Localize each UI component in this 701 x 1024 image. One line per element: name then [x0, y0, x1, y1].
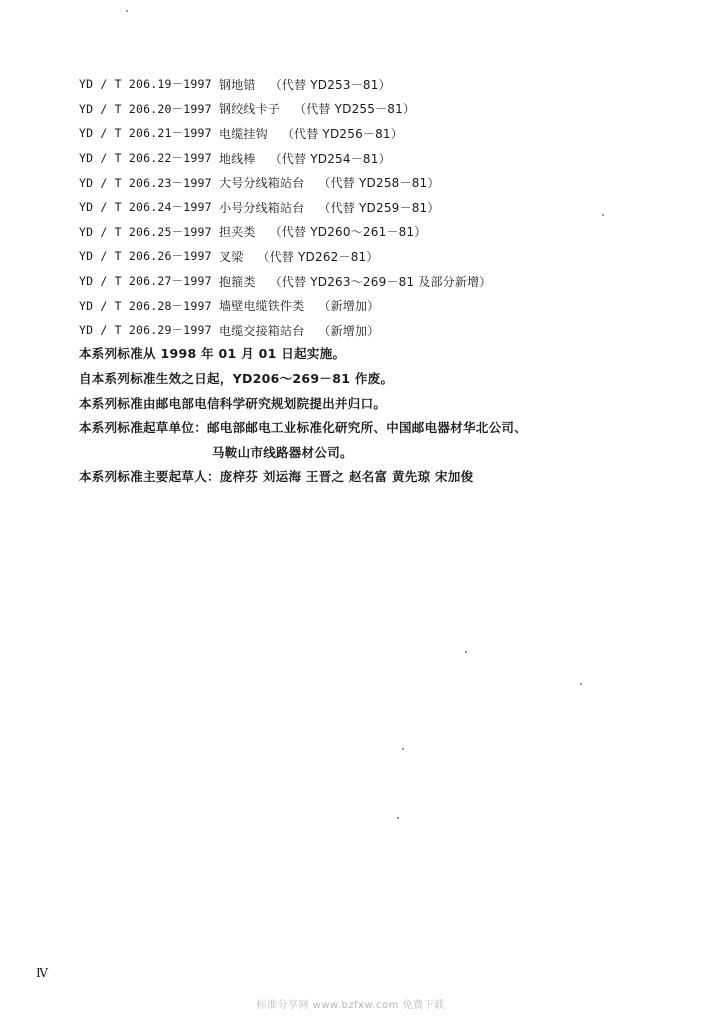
standard-name: 钢绞线卡子: [219, 102, 281, 117]
standard-note: （代替 YD256－81）: [281, 126, 403, 141]
scan-speck: [602, 214, 604, 216]
standard-note: （代替 YD260～261－81）: [269, 225, 427, 240]
standard-code: YD / T 206.22－1997: [79, 151, 212, 166]
standard-row: [79, 269, 492, 294]
standard-note: （代替 YD263～269－81 及部分新增）: [269, 274, 492, 289]
standard-code: YD / T 206.20－1997: [79, 101, 212, 116]
standard-code: YD / T 206.29－1997: [79, 323, 212, 338]
standard-row: [79, 195, 492, 220]
scan-speck: [126, 10, 128, 12]
standard-name: 地线棒: [219, 151, 256, 166]
standard-name: 钢地错: [219, 77, 256, 92]
standard-code: YD / T 206.28－1997: [79, 298, 212, 313]
scan-speck: [402, 748, 404, 750]
standard-note: （代替 YD253－81）: [269, 77, 391, 92]
standard-note: （代替 YD262－81）: [257, 249, 379, 264]
drafters-text: 本系列标准主要起草人：庞梓芬 刘运海 王晋之 赵名富 黄先琼 宋加俊: [79, 469, 474, 484]
standard-name: 大号分线箱站台: [219, 176, 305, 191]
standard-name: 叉梁: [219, 249, 244, 264]
standard-note: （代替 YD255－81）: [294, 102, 416, 117]
standard-row: [79, 121, 492, 146]
standard-code: YD / T 206.25－1997: [79, 224, 212, 239]
standard-name: 电缆交接箱站台: [219, 323, 305, 338]
standard-note: （新增加）: [318, 323, 380, 338]
standard-name: 墙壁电缆铁件类: [219, 299, 305, 314]
standard-row: [79, 318, 492, 343]
scan-speck: [580, 683, 582, 685]
drafting-units-continuation: 马鞍山市线路器材公司。: [212, 445, 353, 460]
standard-name: 电缆挂钩: [219, 126, 268, 141]
scan-speck: [465, 651, 467, 653]
standard-code: YD / T 206.19－1997: [79, 77, 212, 92]
standard-code: YD / T 206.23－1997: [79, 175, 212, 190]
standard-code: YD / T 206.27－1997: [79, 274, 212, 289]
standard-note: （代替 YD259－81）: [318, 200, 440, 215]
effective-date-text: 本系列标准从 1998 年 01 月 01 日起实施。: [79, 346, 346, 361]
page-number: Ⅳ: [36, 966, 48, 980]
standard-name: 担夹类: [219, 225, 256, 240]
standard-row: [79, 97, 492, 122]
standard-code: YD / T 206.21－1997: [79, 126, 212, 141]
standards-list: [79, 72, 492, 343]
scan-speck: [397, 817, 399, 819]
standard-row: [79, 146, 492, 171]
standard-row: [79, 220, 492, 245]
standard-name: 抱箍类: [219, 274, 256, 289]
replacement-text: 自本系列标准生效之日起，YD206～269－81 作废。: [79, 371, 394, 386]
standard-row: [79, 170, 492, 195]
watermark-text: 标准分享网 www.bzfxw.com 免费下载: [256, 1000, 445, 1011]
standard-row: [79, 244, 492, 269]
standard-row: [79, 72, 492, 97]
standard-note: （代替 YD254－81）: [269, 151, 391, 166]
standard-name: 小号分线箱站台: [219, 200, 305, 215]
proposer-text: 本系列标准由邮电部电信科学研究规划院提出并归口。: [79, 396, 387, 411]
drafting-units-text: 本系列标准起草单位：邮电部邮电工业标准化研究所、中国邮电器材华北公司、: [79, 420, 528, 435]
standard-code: YD / T 206.24－1997: [79, 200, 212, 215]
standard-row: [79, 293, 492, 318]
standard-note: （代替 YD258－81）: [318, 176, 440, 191]
standard-code: YD / T 206.26－1997: [79, 249, 212, 264]
standard-note: （新增加）: [318, 299, 380, 314]
